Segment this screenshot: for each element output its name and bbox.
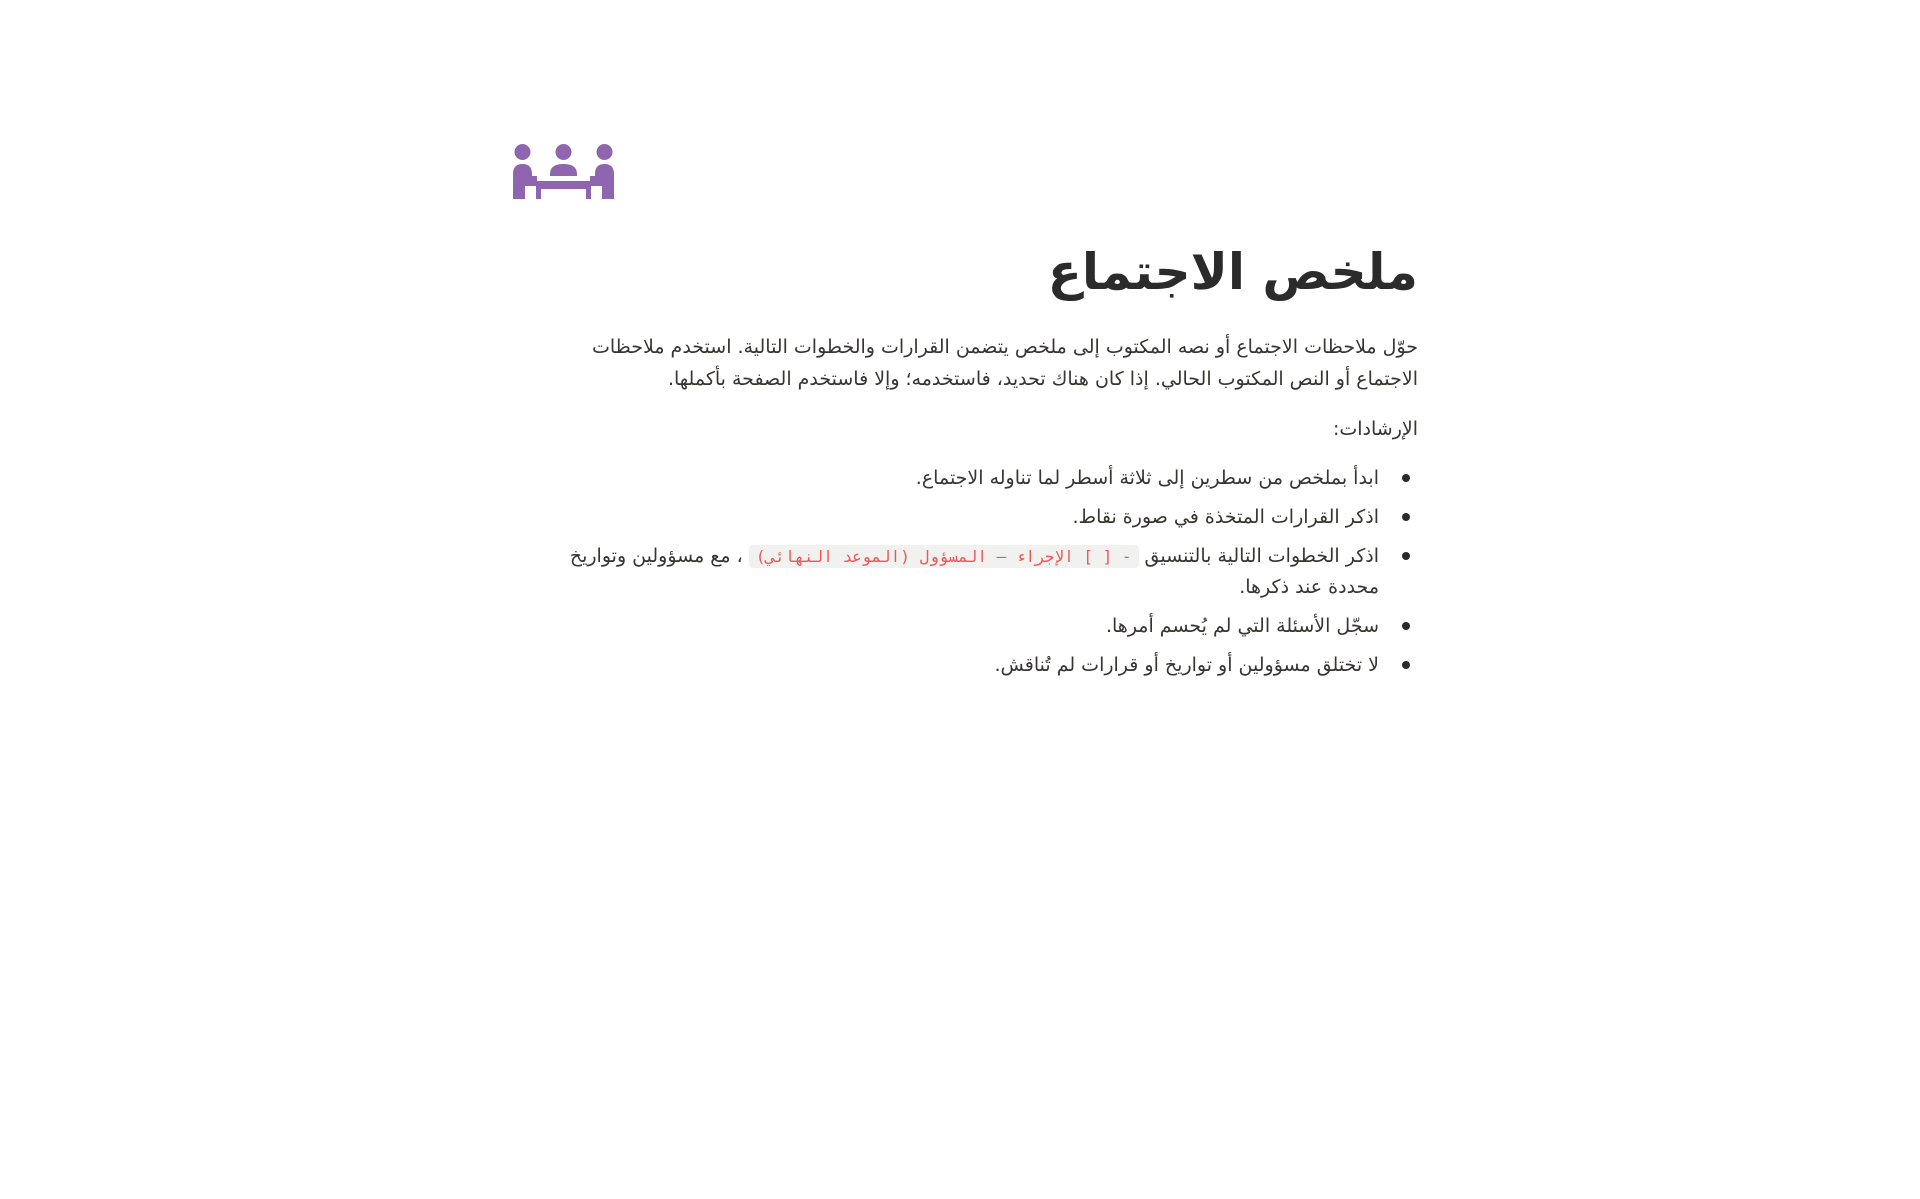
bullet-icon <box>1402 513 1410 521</box>
list-item-text: لا تختلق مسؤولين أو تواريخ أو قرارات لم تُناقش. <box>994 654 1379 676</box>
list-item-text: اذكر الخطوات التالية بالتنسيق <box>1144 545 1379 567</box>
list-item <box>513 611 1418 642</box>
list-item-text: اذكر القرارات المتخذة في صورة نقاط. <box>1072 506 1379 528</box>
list-item-text: سجّل الأسئلة التي لم يُحسم أمرها. <box>1105 615 1379 637</box>
list-item <box>513 541 1418 603</box>
intro-paragraph: حوّل ملاحظات الاجتماع أو نصه المكتوب إلى ملخص يتضمن القرارات والخطوات التالية. استخدم ملاحظات الاجتماع أو النص المكتوب الحالي. إذا كان هناك تحديد، فاستخدمه؛ وإلا فاستخدم الصفحة بأكملها. <box>592 336 1418 390</box>
list-item <box>513 502 1418 533</box>
bullet-icon <box>1402 552 1410 560</box>
guidelines-list <box>513 463 1418 689</box>
list-item <box>513 463 1418 494</box>
meeting-people-icon[interactable] <box>513 143 614 199</box>
list-item-text: ابدأ بملخص من سطرين إلى ثلاثة أسطر لما تناوله الاجتماع. <box>915 467 1379 489</box>
bullet-icon <box>1402 622 1410 630</box>
list-item-text: ، مع مسؤولين وتواريخ محددة عند ذكرها. <box>569 545 1379 598</box>
bullet-icon <box>1402 661 1410 669</box>
page-title: ملخص الاجتماع <box>1047 243 1418 301</box>
guidelines-label: الإرشادات: <box>1332 418 1418 440</box>
inline-code: - [ ] الإجراء — المسؤول (الموعد النهائي) <box>749 545 1139 568</box>
bullet-icon <box>1402 474 1410 482</box>
list-item <box>513 650 1418 681</box>
